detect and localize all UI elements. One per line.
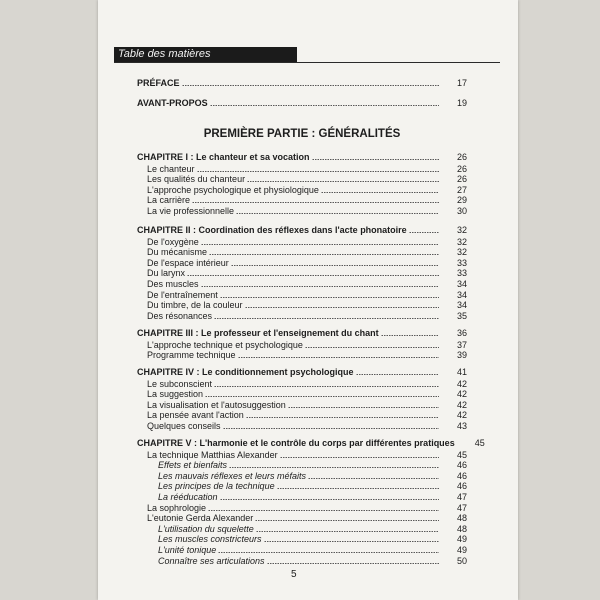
dot-leader <box>312 158 439 161</box>
entry-title: La rééducation <box>158 491 218 502</box>
toc-sub-entry <box>137 290 467 301</box>
toc-front-entry <box>137 98 467 109</box>
entry-page: 49 <box>456 534 467 545</box>
dot-leader <box>220 296 439 299</box>
toc-chapter-entry <box>137 152 467 163</box>
dot-leader <box>197 170 439 173</box>
entry-title: De l'entraînement <box>147 289 218 300</box>
toc-sub-entry <box>137 410 467 421</box>
entry-title: Effets et bienfaits <box>158 460 228 471</box>
entry-title: Des résonances <box>147 310 213 321</box>
entry-page: 35 <box>456 310 467 321</box>
entry-page: 46 <box>456 481 467 492</box>
toc-sub-entry <box>137 247 467 258</box>
entry-page: 42 <box>456 378 467 389</box>
part-title: PREMIÈRE PARTIE : GÉNÉRALITÉS <box>203 128 401 140</box>
toc-sub-entry <box>137 400 467 411</box>
toc-sub-entry <box>137 164 467 175</box>
entry-title: CHAPITRE I : Le chanteur et sa vocation <box>137 152 310 162</box>
entry-page: 36 <box>456 328 467 338</box>
dot-leader <box>182 84 439 87</box>
toc-sub-entry <box>137 311 467 322</box>
entry-title: L'approche psychologique et physiologique <box>147 184 319 195</box>
dot-leader <box>208 509 439 512</box>
dot-leader <box>205 395 439 398</box>
toc-sub-entry <box>137 340 467 351</box>
entry-title: L'eutonie Gerda Alexander <box>147 513 254 524</box>
entry-title: La visualisation et l'autosuggestion <box>147 399 286 410</box>
dot-leader <box>187 274 439 277</box>
dot-leader <box>288 406 439 409</box>
entry-page: 26 <box>456 163 467 174</box>
toc-sub-entry <box>137 300 467 311</box>
toc-sub-entry <box>137 174 467 185</box>
entry-title: Du larynx <box>147 268 186 279</box>
toc-sub-entry <box>137 379 467 390</box>
entry-title: La suggestion <box>147 389 204 400</box>
toc-sub-entry <box>137 492 467 503</box>
entry-page: 48 <box>456 523 467 534</box>
toc-chapter-entry <box>137 367 467 378</box>
dot-leader <box>280 456 439 459</box>
entry-title: PRÉFACE <box>137 78 180 88</box>
toc-sub-entry <box>137 195 467 206</box>
entry-page: 45 <box>474 438 485 448</box>
entry-page: 33 <box>456 257 467 268</box>
entry-page: 27 <box>456 184 467 195</box>
entry-page: 47 <box>456 502 467 513</box>
dot-leader <box>247 180 439 183</box>
entry-page: 43 <box>456 420 467 431</box>
dot-leader <box>220 498 439 501</box>
dot-leader <box>305 346 439 349</box>
toc-chapter-entry <box>137 225 467 236</box>
dot-leader <box>209 253 439 256</box>
toc-sub-entry <box>137 389 467 400</box>
entry-page: 34 <box>456 289 467 300</box>
toc-sub-entry <box>137 237 467 248</box>
toc-sub-entry <box>137 503 467 514</box>
toc-sub-entry <box>137 556 467 567</box>
toc-sub-entry <box>137 460 467 471</box>
section-header-title: Table des matières <box>118 48 211 60</box>
dot-leader <box>192 201 439 204</box>
entry-title: CHAPITRE IV : Le conditionnement psychologique <box>137 367 354 377</box>
dot-leader <box>231 264 439 267</box>
entry-page: 33 <box>456 268 467 279</box>
entry-title: La sophrologie <box>147 502 207 513</box>
entry-title: L'approche technique et psychologique <box>147 339 303 350</box>
dot-leader <box>409 231 439 234</box>
toc-sub-entry <box>137 545 467 556</box>
dot-leader <box>308 477 439 480</box>
toc-sub-entry <box>137 350 467 361</box>
entry-title: De l'oxygène <box>147 236 199 247</box>
entry-page: 46 <box>456 460 467 471</box>
entry-page: 47 <box>456 491 467 502</box>
entry-title: La technique Matthias Alexander <box>147 449 278 460</box>
toc-sub-entry <box>137 421 467 432</box>
entry-page: 29 <box>456 195 467 206</box>
dot-leader <box>264 540 439 543</box>
dot-leader <box>255 519 439 522</box>
entry-title: Les qualités du chanteur <box>147 174 246 185</box>
entry-page: 45 <box>456 449 467 460</box>
entry-title: Le subconscient <box>147 378 213 389</box>
entry-title: L'unité tonique <box>158 544 217 555</box>
entry-title: Les mauvais réflexes et leurs méfaits <box>158 470 307 481</box>
entry-title: AVANT-PROPOS <box>137 98 208 108</box>
toc-sub-entry <box>137 471 467 482</box>
entry-page: 49 <box>456 544 467 555</box>
header-rule <box>114 62 500 63</box>
entry-page: 30 <box>456 205 467 216</box>
entry-page: 39 <box>456 350 467 361</box>
dot-leader <box>321 191 439 194</box>
dot-leader <box>214 317 439 320</box>
entry-title: Le chanteur <box>147 163 195 174</box>
entry-title: De l'espace intérieur <box>147 257 229 268</box>
dot-leader <box>245 306 439 309</box>
entry-page: 32 <box>456 236 467 247</box>
toc-sub-entry <box>137 513 467 524</box>
toc-sub-entry <box>137 185 467 196</box>
toc-chapter-entry <box>137 438 485 449</box>
dot-leader <box>210 104 439 107</box>
entry-title: Les principes de la technique <box>158 481 275 492</box>
entry-title: La carrière <box>147 195 191 206</box>
toc-sub-entry <box>137 268 467 279</box>
page-number: 5 <box>291 569 297 580</box>
entry-page: 17 <box>456 78 467 88</box>
entry-page: 42 <box>456 399 467 410</box>
dot-leader <box>201 285 439 288</box>
dot-leader <box>267 562 439 565</box>
entry-title: La vie professionnelle <box>147 205 235 216</box>
toc-sub-entry <box>137 450 467 461</box>
dot-leader <box>381 334 439 337</box>
dot-leader <box>277 487 439 490</box>
dot-leader <box>214 385 439 388</box>
entry-title: Les muscles constricteurs <box>158 534 262 545</box>
dot-leader <box>201 243 439 246</box>
entry-page: 26 <box>456 174 467 185</box>
dot-leader <box>238 356 439 359</box>
entry-title: CHAPITRE III : Le professeur et l'enseignement du chant <box>137 328 379 338</box>
entry-title: Connaître ses articulations <box>158 555 265 566</box>
entry-title: Quelques conseils <box>147 420 221 431</box>
entry-page: 41 <box>456 367 467 377</box>
entry-title: Des muscles <box>147 278 199 289</box>
entry-page: 26 <box>456 152 467 162</box>
entry-page: 46 <box>456 470 467 481</box>
dot-leader <box>229 466 439 469</box>
entry-title: CHAPITRE V : L'harmonie et le contrôle du corps par différentes pratiques <box>137 438 455 448</box>
entry-page: 37 <box>456 339 467 350</box>
entry-title: CHAPITRE II : Coordination des réflexes dans l'acte phonatoire <box>137 225 407 235</box>
section-header <box>114 47 297 63</box>
entry-page: 34 <box>456 278 467 289</box>
entry-title: Programme technique <box>147 350 236 361</box>
entry-page: 19 <box>456 98 467 108</box>
dot-leader <box>223 427 439 430</box>
toc-sub-entry <box>137 258 467 269</box>
toc-sub-entry <box>137 481 467 492</box>
entry-page: 42 <box>456 389 467 400</box>
dot-leader <box>356 373 439 376</box>
entry-title: Du timbre, de la couleur <box>147 300 243 311</box>
dot-leader <box>256 530 439 533</box>
dot-leader <box>246 416 439 419</box>
entry-page: 48 <box>456 513 467 524</box>
dot-leader <box>218 551 439 554</box>
entry-page: 32 <box>456 247 467 258</box>
toc-sub-entry <box>137 279 467 290</box>
entry-page: 50 <box>456 555 467 566</box>
toc-front-entry <box>137 78 467 89</box>
toc-sub-entry <box>137 534 467 545</box>
entry-page: 42 <box>456 410 467 421</box>
toc-sub-entry <box>137 524 467 535</box>
dot-leader <box>236 212 439 215</box>
entry-title: Du mécanisme <box>147 247 208 258</box>
entry-title: L'utilisation du squelette <box>158 523 254 534</box>
entry-page: 32 <box>456 225 467 235</box>
entry-title: La pensée avant l'action <box>147 410 244 421</box>
entry-page: 34 <box>456 300 467 311</box>
toc-chapter-entry <box>137 328 467 339</box>
toc-sub-entry <box>137 206 467 217</box>
